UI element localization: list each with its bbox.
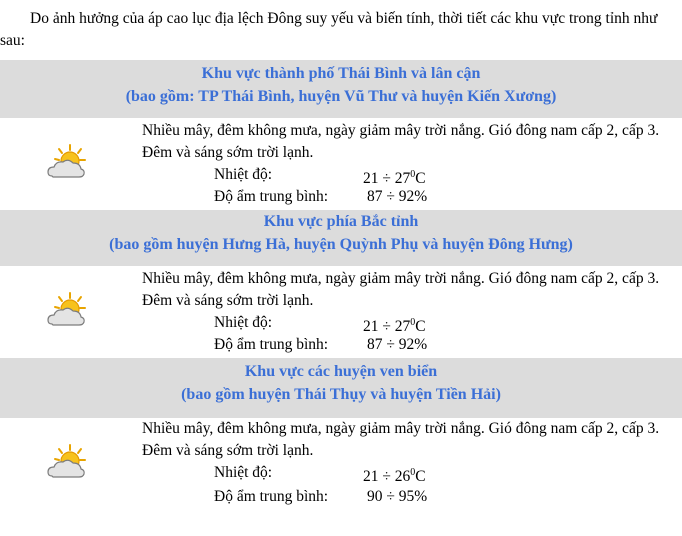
- region-subtitle: (bao gồm huyện Hưng Hà, huyện Quỳnh Phụ và huyện Đông Hưng): [109, 236, 573, 253]
- humidity-value: 90 ÷ 95%: [367, 488, 428, 505]
- region-header-2: [0, 210, 682, 266]
- region-header-3: [0, 358, 682, 418]
- humidity-value: 87 ÷ 92%: [367, 188, 428, 205]
- region-body-1: [0, 118, 682, 210]
- region-subtitle: (bao gồm: TP Thái Bình, huyện Vũ Thư và huyện Kiến Xương): [125, 88, 557, 105]
- region-body-2: [0, 266, 682, 358]
- temperature-value: $21 \div 27^0C$: [363, 169, 426, 188]
- humidity-label: Độ ẩm trung bình:: [214, 336, 329, 353]
- temperature-label: Nhiệt độ:: [214, 314, 273, 331]
- region-title: Khu vực các huyện ven biển: [244, 363, 438, 380]
- humidity-value: 87 ÷ 92%: [367, 336, 428, 353]
- temperature-value: $21 \div 26^0C$: [363, 467, 426, 486]
- partly-cloudy-icon: [44, 442, 88, 486]
- region-subtitle: (bao gồm huyện Thái Thụy và huyện Tiền Hải): [181, 386, 501, 403]
- humidity-label: Độ ẩm trung bình:: [214, 188, 329, 205]
- temperature-label: Nhiệt độ:: [214, 464, 273, 481]
- forecast-text: Nhiều mây, đêm không mưa, ngày giảm mây trời nắng. Gió đông nam cấp 2, cấp 3. Đêm và sáng sớm trời lạnh.: [142, 270, 660, 309]
- partly-cloudy-icon: [44, 142, 88, 186]
- forecast-text: Nhiều mây, đêm không mưa, ngày giảm mây trời nắng. Gió đông nam cấp 2, cấp 3. Đêm và sáng sớm trời lạnh.: [142, 122, 660, 161]
- region-title: Khu vực phía Bắc tỉnh: [263, 213, 419, 230]
- region-title: Khu vực thành phố Thái Bình và lân cận: [201, 65, 481, 82]
- intro-paragraph: Do ảnh hưởng của áp cao lục địa lệch Đông suy yếu và biến tính, thời tiết các khu vực trong tỉnh như sau:: [0, 10, 658, 49]
- region-header-1: [0, 60, 682, 118]
- temperature-value: $21 \div 27^0C$: [363, 317, 426, 336]
- forecast-text: Nhiều mây, đêm không mưa, ngày giảm mây trời nắng. Gió đông nam cấp 2, cấp 3. Đêm và sáng sớm trời lạnh.: [142, 420, 660, 459]
- region-body-3: [0, 418, 682, 518]
- partly-cloudy-icon: [44, 290, 88, 334]
- humidity-label: Độ ẩm trung bình:: [214, 488, 329, 505]
- temperature-label: Nhiệt độ:: [214, 166, 273, 183]
